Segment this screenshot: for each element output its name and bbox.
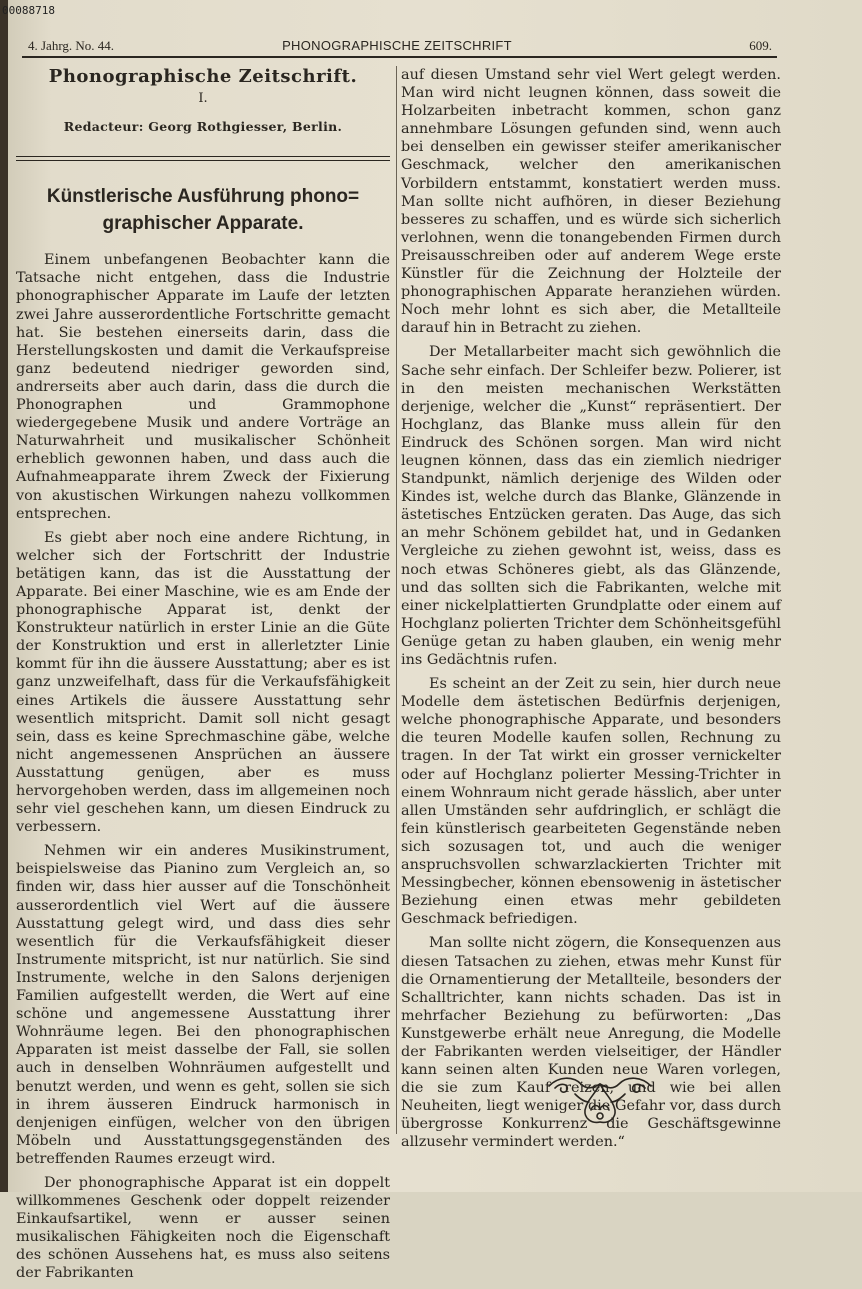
binding-spine (0, 0, 8, 1192)
running-header (22, 38, 772, 58)
masthead-editor: Redacteur: Georg Rothgiesser, Berlin. (63, 119, 343, 135)
article-title-line-1: Künstlerische Ausführung phono= (46, 186, 360, 208)
column-divider (396, 66, 397, 1134)
masthead-rule (16, 156, 390, 161)
journal-title: PHONOGRAPHISCHE ZEITSCHRIFT (282, 38, 512, 53)
masthead (16, 68, 390, 136)
page-number: 609. (749, 38, 772, 53)
issue-number: 4. Jahrg. No. 44. (28, 38, 115, 53)
flourish-ornament-icon (545, 1072, 655, 1130)
header-rule (22, 56, 777, 58)
archive-id: 00088718 (2, 4, 55, 17)
paragraph: Es scheint an der Zeit zu sein, hier durch neue Modelle dem ästetischen Bedürfnis derjenigen, welche phonographische Apparate, und besonders die teuren Modelle kaufen sollen, Rechnung zu tragen. In der Tat wirkt ein grosser vernickelter oder auf Hochglanz polierter Messing-Trichter in einem Wohnraum nicht gerade hässlich, aber unter allen Umständen sehr aufdringlich, er schlägt die fein künstlerisch gearbeiteten Gegenstände neben sich sozusagen tot, und auch die weniger anspruchsvollen schwarzlackierten Trichter mit Messingbecher, können ebensowenig in ästetischer Beziehung einen etwas mehr gebildeten Geschmack befriedigen. (401, 676, 781, 928)
left-column (16, 66, 390, 1289)
paragraph: Der phonographische Apparat ist ein doppelt willkommenes Geschenk oder doppelt reizender Einkaufsartikel, wenn er ausser seinen musikalischen Fähigkeiten noch die Eigenschaft des schönen Aussehens hat, es muss also seitens der Fabrikanten (16, 1174, 390, 1282)
right-column (401, 66, 781, 1158)
masthead-name: Phonographische Zeitschrift. (48, 66, 358, 87)
paragraph: Einem unbefangenen Beobachter kann die Tatsache nicht entgehen, dass die Industrie phonographischer Apparate im Laufe der letzten zwei Jahre ausserordentliche Fortschritte gemacht hat. Sie bestehen einerseits darin, dass die Herstellungskosten und damit die Verkaufspreise ganz bedeutend niedriger geworden sind, andrerseits aber auch darin, dass die durch die Phonographen und Grammophone wiedergegebene Musik und andere Vorträge an Naturwahrheit und musikalischer Schönheit erheblich gewonnen haben, und dass auch die Aufnahmeapparate ihrem Zweck der Fixierung von akustischen Wirkungen nahezu vollkommen entsprechen. (16, 252, 390, 522)
paragraph-continuation: auf diesen Umstand sehr viel Wert gelegt werden. Man wird nicht leugnen können, dass soweit die Holzarbeiten inbetracht kommen, schon ganz annehmbare Lösungen gefunden sind, wenn auch bei denselben ein gewisser steifer amerikanischer Geschmack, welcher den amerikanischen Vorbildern entstammt, konstatiert werden muss. Man sollte nicht aufhören, in dieser Beziehung besseres zu schaffen, und es würde sich sicherlich verlohnen, wenn die tonangebenden Firmen durch Preisausschreiben oder auf anderem Wege erste Künstler für die Zeichnung der Holzteile der phonographischen Apparate heranziehen würden. Noch mehr lohnt es sich aber, die Metallteile darauf hin in Betracht zu ziehen. (401, 67, 781, 337)
article-title-line-2: graphischer Apparate. (102, 213, 304, 235)
paragraph: Der Metallarbeiter macht sich gewöhnlich die Sache sehr einfach. Der Schleifer bezw. Polierer, ist in den meisten mechanischen Werkstätten derjenige, welcher die „Kunst“ repräsentiert. Der Hochglanz, das Blanke muss allein für den Eindruck des Schönen sorgen. Man wird nicht leugnen können, dass das ein ziemlich niedriger Standpunkt, nämlich derjenige des Wilden oder Kindes ist, welche durch das Blanke, Glänzende in ästetisches Entzücken geraten. Das Auge, das sich an mehr Schönem gebildet hat, und in Gedanken Vergleiche zu ziehen gewohnt ist, weiss, dass es noch etwas Schöneres giebt, als das Glänzende, und das sollten sich die Fabrikanten, welche mit einer nickelplattierten Grundplatte oder einem auf Hochglanz polierten Trichter dem Schönheitsgefühl Genüge getan zu haben glauben, ein wenig mehr ins Gedächtnis rufen. (401, 344, 781, 668)
paragraph: Nehmen wir ein anderes Musikinstrument, beispielsweise das Pianino zum Vergleich an, so finden wir, dass hier ausser auf die Tonschönheit ausserordentlich viel Wert auf die äussere Ausstattung gelegt wird, und dass dies sehr wesentlich für die Verkaufsfähigkeit dieser Instrumente mitspricht, ist nur natürlich. Sie sind Instrumente, welche in den Salons derjenigen Familien aufgestellt werden, die Wert auf eine schöne und angemessene Ausstattung ihrer Wohnräume legen. Bei den phonographischen Apparaten ist meist dasselbe der Fall, sie sollen auch in denselben Wohnräumen aufgestellt und benutzt werden, und wenn es geht, sollen sie sich in ihrem äusseren Eindruck harmonisch in denjenigen einfügen, welcher von den übrigen Möbeln und Ausstattungsgegenständen des betreffenden Raumes erzeugt wird. (16, 843, 390, 1167)
paragraph: Man sollte nicht zögern, die Konsequenzen aus diesen Tatsachen zu ziehen, etwas mehr Kunst für die Ornamentierung der Metallteile, besonders der Schalltrichter, kann nichts schaden. Das ist in mehrfacher Beziehung zu befürworten: „Das Kunstgewerbe erhält neue Anregung, die Modelle der Fabrikanten werden vielseitiger, der Händler kann seinen alten Kunden neue Waren vorlegen, die sie zum Kauf reizen, und wie bei allen Neuheiten, liegt weniger die Gefahr vor, dass durch übergrosse Konkurrenz die Geschäftsgewinne allzusehr vermindert werden.“ (401, 935, 781, 1151)
article-title (16, 183, 390, 237)
paragraph: Es giebt aber noch eine andere Richtung, in welcher sich der Fortschritt der Industrie betätigen kann, das ist die Ausstattung der Apparate. Bei einer Maschine, wie es am Ende der phonographische Apparat ist, denkt der Konstrukteur natürlich in erster Linie an die Güte der Konstruktion und erst in allerletzter Linie kommt für ihn die äussere Ausstattung; aber es ist ganz unzweifelhaft, dass für die Verkaufsfähigkeit eines Artikels die äussere Ausstattung sehr wesentlich mitspricht. Damit soll nicht gesagt sein, dass es keine Sprechmaschine gäbe, welche nicht angemessenen Ansprüchen an äussere Ausstattung genügen, aber es muss hervorgehoben werden, dass im allgemeinen noch sehr viel geschehen kann, um diesen Eindruck zu verbessern. (16, 529, 390, 836)
masthead-section: I. (198, 91, 208, 107)
